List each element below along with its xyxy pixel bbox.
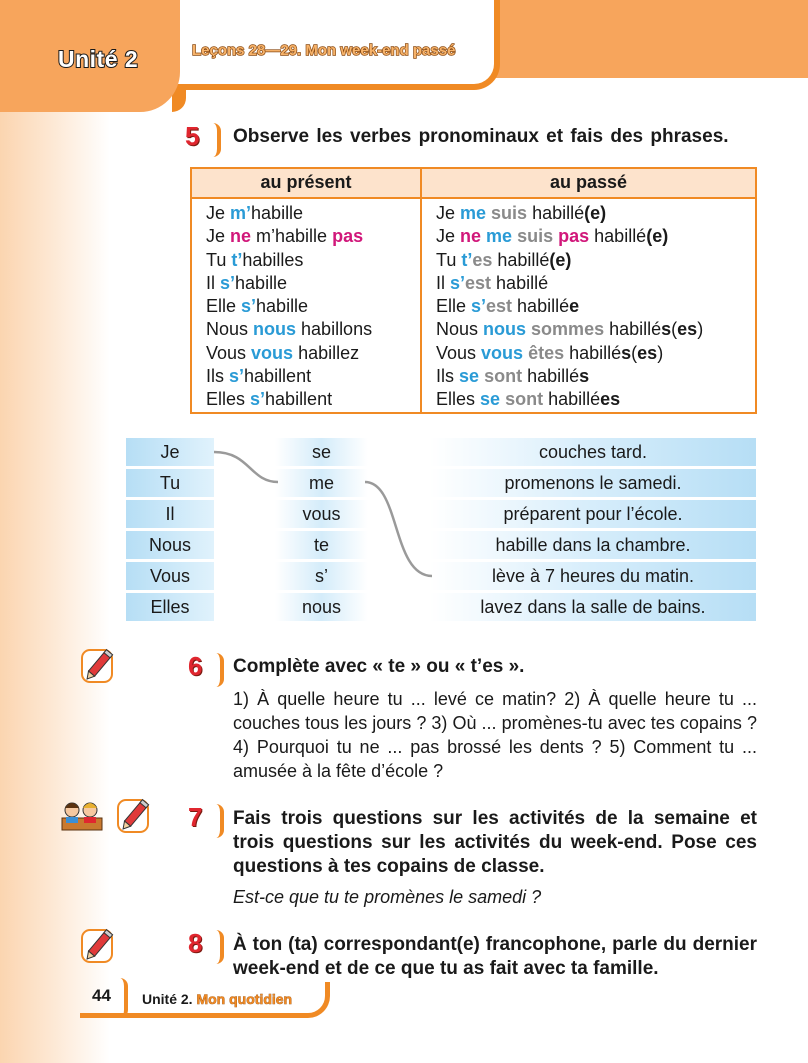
present-row: Ils s’habillent [206, 366, 312, 387]
past-row: Nous nous sommes habillés(es) [436, 319, 704, 340]
header-past: au passé [549, 172, 628, 192]
children-icon [60, 796, 104, 836]
past-row: Je me suis habillé(e) [436, 203, 607, 223]
match-subject: Tu [126, 469, 214, 497]
header-band [455, 0, 808, 78]
exercise-7-number: 7 [188, 802, 226, 840]
pencil-icon [80, 926, 116, 966]
pencil-icon [80, 646, 116, 686]
match-ending: habille dans la chambre. [430, 531, 756, 559]
past-row: Vous vous êtes habillés(es) [436, 342, 664, 363]
page-number: 44 [92, 986, 111, 1005]
left-margin-band [0, 0, 110, 1063]
match-subject: Nous [126, 531, 214, 559]
match-ending: lavez dans la salle de bains. [430, 593, 756, 621]
exercise-8-number: 8 [188, 928, 226, 966]
connector-je-me [214, 452, 278, 482]
exercise-6-text: 1) À quelle heure tu ... levé ce matin? 2) À quelle heure tu ... couches tous les jours ? 3) Où ... promènes-tu avec tes copains ? 4) Pourquoi tu ne ... pas brossé les dents ? 5) Comment tu ... amusée à la fête d’école ? [233, 689, 757, 781]
past-row: Il s’est habillé [436, 272, 549, 293]
present-row: Vous vous habillez [206, 342, 360, 363]
conjugation-table [190, 167, 757, 414]
match-subject: Il [126, 500, 214, 528]
match-subject: Vous [126, 562, 214, 590]
exercise-7-example: Est-ce que tu te promènes le samedi ? [233, 887, 542, 907]
connector-me-leve [365, 482, 432, 576]
footer-title: Mon quotidien [196, 991, 293, 1007]
present-row: Elle s’habille [206, 296, 309, 317]
exercise-6-number: 6 [188, 651, 226, 689]
table-divider [420, 169, 422, 412]
exercise-7-instruction: Fais trois questions sur les activités de la semaine et trois questions sur les activités du week-end. Pose ces questions à tes copains de classe. [233, 808, 757, 877]
present-column [206, 202, 372, 412]
exercise-5-instruction: Observe les verbes pronominaux et fais des phrases. [233, 126, 729, 147]
past-column [436, 202, 703, 412]
match-pronoun: me [275, 469, 368, 497]
match-pronoun: te [275, 531, 368, 559]
past-row: Elle s’est habillée [436, 296, 580, 317]
past-row: Tu t’es habillé(e) [436, 249, 572, 270]
present-row: Tu t’habilles [206, 249, 304, 270]
past-row: Ils se sont habillés [436, 366, 590, 387]
past-row: Je ne me suis pas habillé(e) [436, 226, 669, 247]
present-row: Elles s’habillent [206, 389, 333, 410]
present-row: Je m’habille [206, 203, 304, 223]
exercise-6-instruction: Complète avec « te » ou « t’es ». [233, 656, 525, 677]
present-row: Nous nous habillons [206, 319, 373, 340]
match-pronoun: vous [275, 500, 368, 528]
match-subject: Elles [126, 593, 214, 621]
present-row: Il s’habille [206, 272, 288, 293]
footer-unit: Unité 2. [142, 991, 193, 1007]
unit-label: Unité 2 [58, 46, 139, 72]
exercise-8-instruction: À ton (ta) correspondant(e) francophone, parle du dernier week-end et de ce que tu as fait avec ta famille. [233, 934, 757, 979]
match-ending: promenons le samedi. [430, 469, 756, 497]
match-pronoun: s’ [275, 562, 368, 590]
match-pronoun: nous [275, 593, 368, 621]
present-row: Je ne m’habille pas [206, 226, 364, 247]
lesson-title: Leçons 28—29. Mon week-end passé [192, 42, 456, 59]
match-ending: lève à 7 heures du matin. [430, 562, 756, 590]
past-row: Elles se sont habillées [436, 389, 621, 410]
match-subject: Je [126, 438, 214, 466]
header-present: au présent [260, 172, 352, 192]
exercise-5-number: 5 [185, 121, 223, 159]
pencil-icon [116, 796, 152, 836]
match-pronoun: se [275, 438, 368, 466]
match-ending: préparent pour l’école. [430, 500, 756, 528]
footer-label [142, 991, 292, 1007]
match-ending: couches tard. [430, 438, 756, 466]
